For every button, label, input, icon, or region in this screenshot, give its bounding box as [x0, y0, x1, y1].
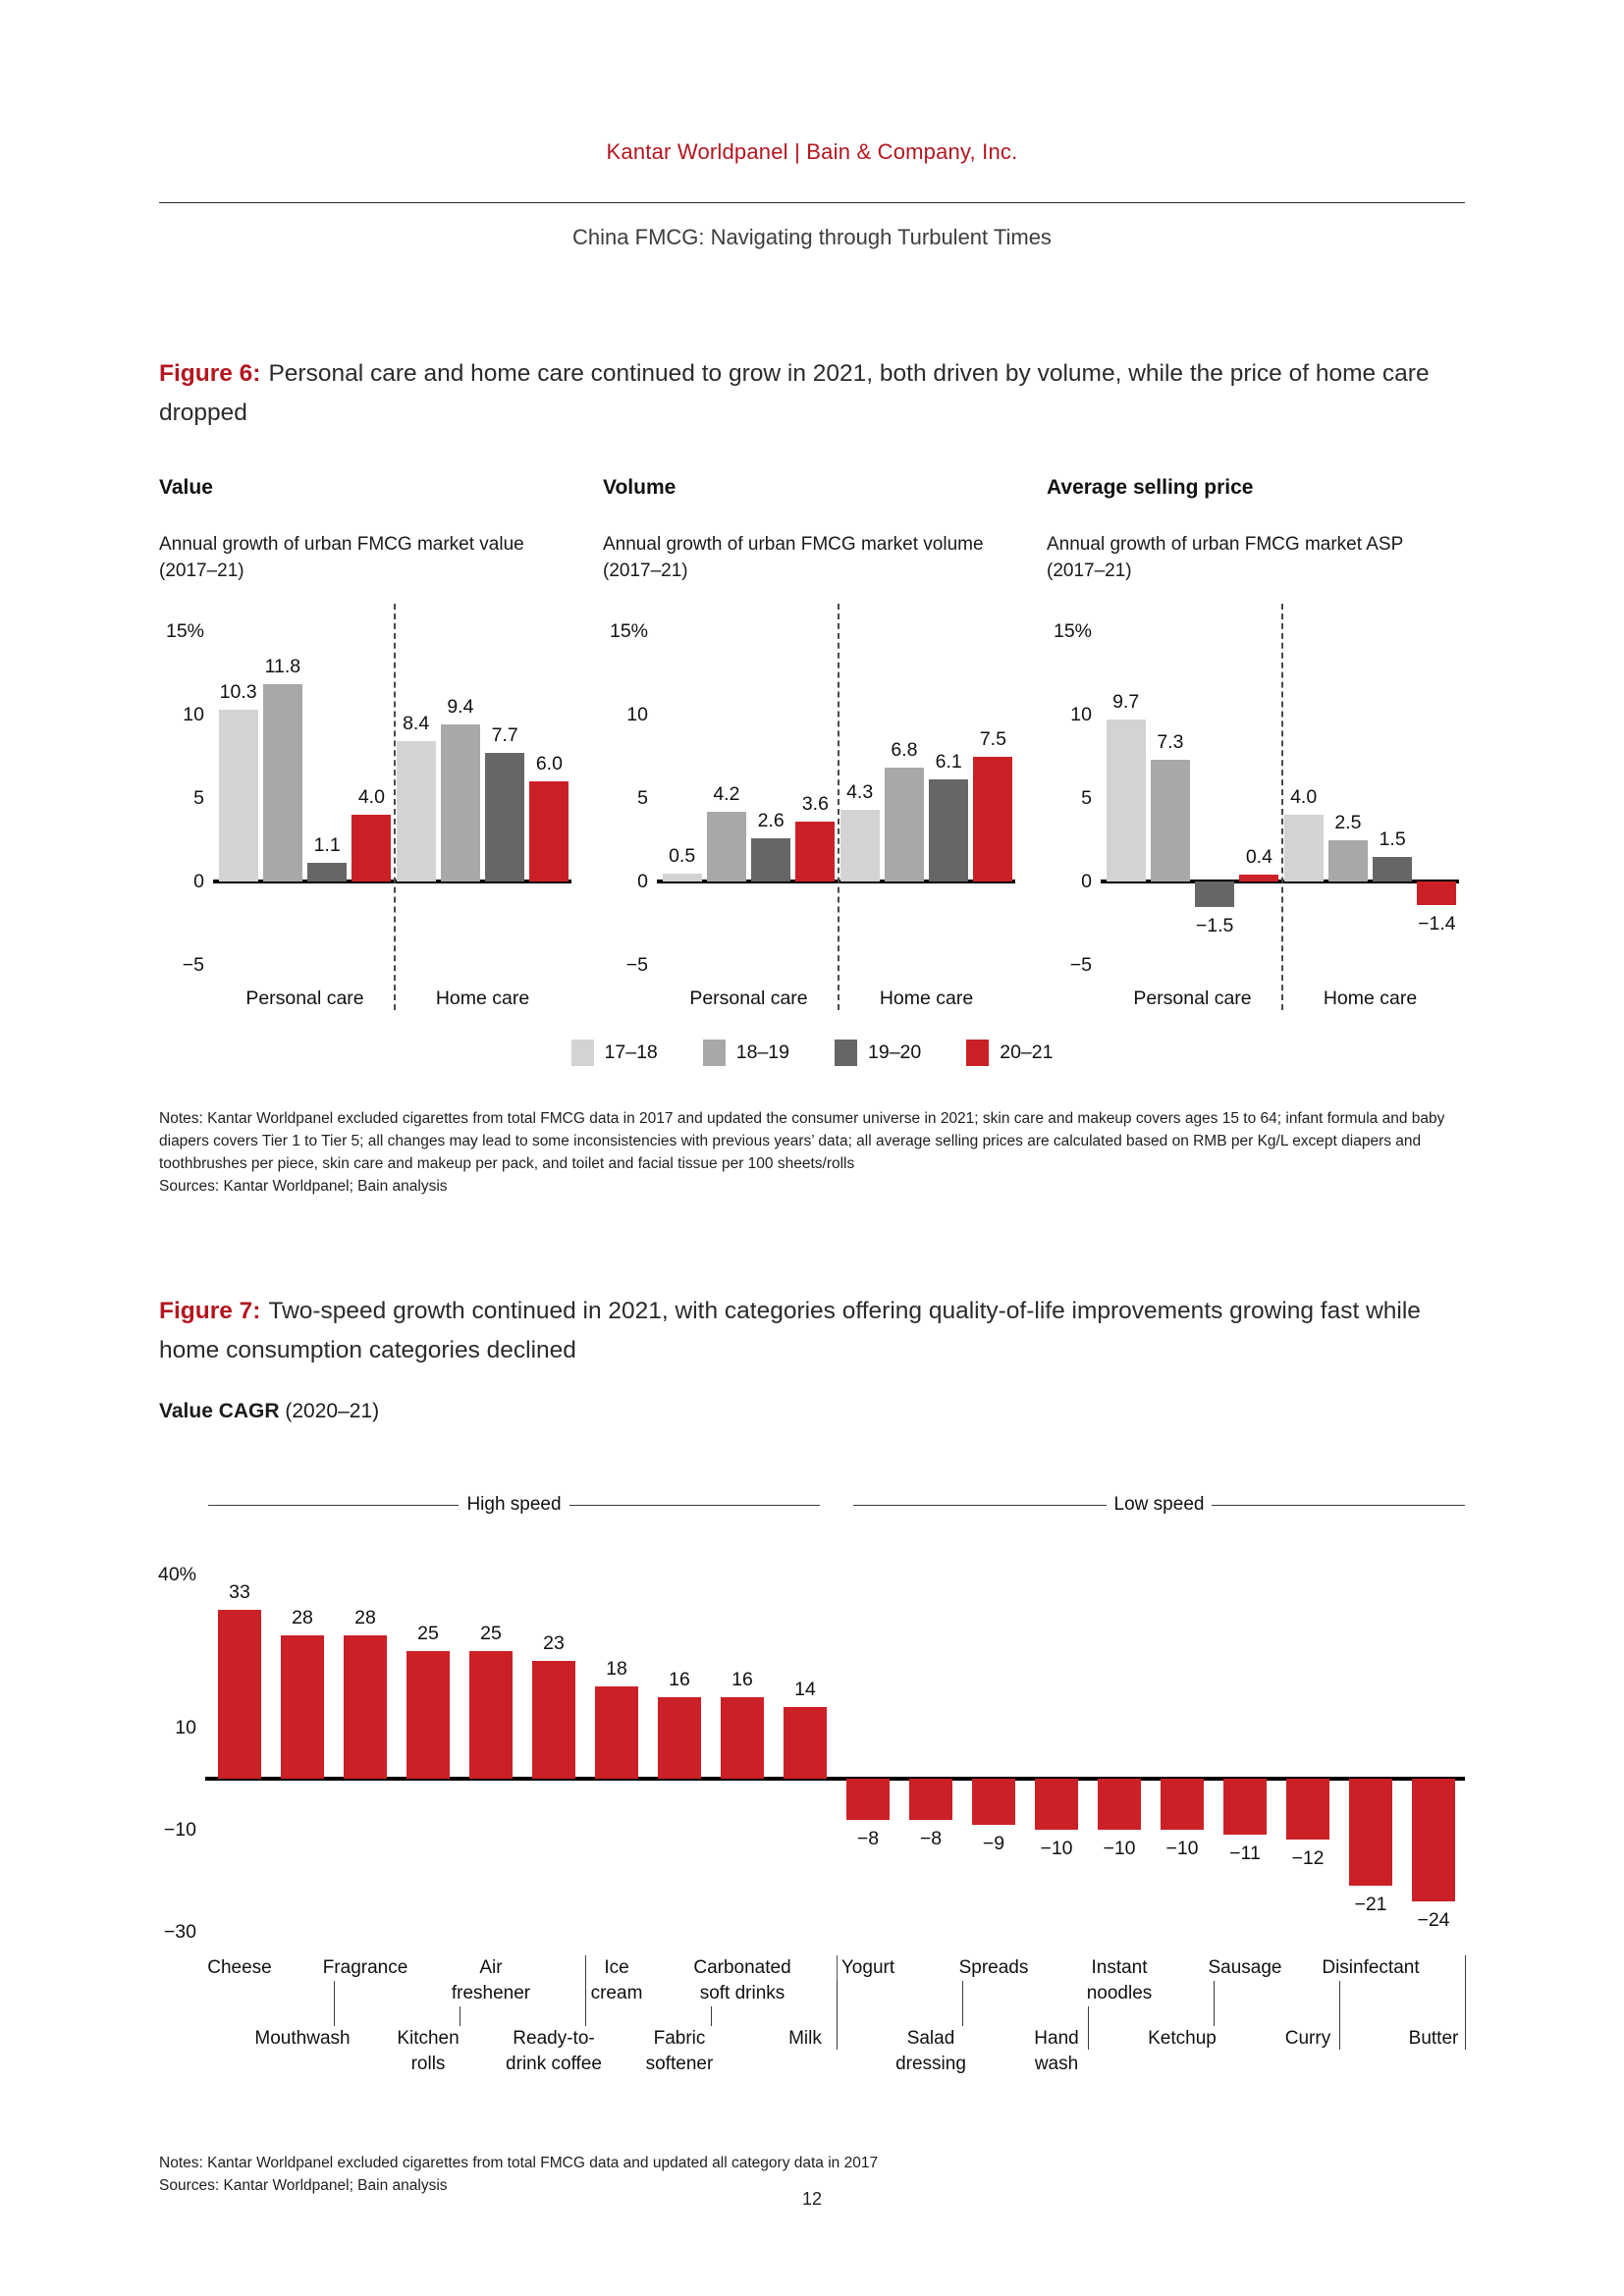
bar	[663, 874, 702, 882]
group-label: Personal care	[1133, 988, 1252, 1009]
figure7-sources: Sources: Kantar Worldpanel; Bain analysis	[159, 2177, 448, 2194]
category-label: Air freshener	[448, 1955, 534, 2006]
bar-value-label: −1.4	[1418, 912, 1456, 934]
bar	[397, 741, 436, 881]
bar	[909, 1779, 952, 1820]
figure7-label: Figure 7:	[159, 1298, 261, 1324]
legend-item	[571, 1040, 658, 1066]
bar-value-label: 33	[229, 1581, 250, 1604]
legend	[159, 1040, 1465, 1066]
bar-value-label: 1.1	[313, 834, 341, 857]
bar	[1098, 1779, 1141, 1830]
category-label: Ice cream	[587, 1955, 647, 2006]
bar	[795, 822, 835, 881]
group-label: Home care	[1323, 988, 1418, 1009]
bar	[846, 1779, 890, 1820]
figure7-title	[159, 1292, 1465, 1370]
bar-value-label: 25	[417, 1623, 439, 1644]
panel-value	[159, 476, 577, 1010]
figure7-notes-text: Notes: Kantar Worldpanel excluded cigarettes from total FMCG data and updated all category data in 2017	[159, 2155, 879, 2171]
bar-value-label: 7.7	[491, 724, 518, 747]
page	[159, 0, 1465, 2197]
bar-value-label: 8.4	[403, 713, 430, 735]
speed-section-label: High speed	[466, 1494, 562, 1515]
bar	[885, 768, 924, 881]
speed-section	[208, 1494, 820, 1516]
bar-value-label: −11	[1229, 1842, 1261, 1865]
panel-value-subtitle: Annual growth of urban FMCG market value (2017–21)	[159, 534, 524, 581]
bar	[219, 710, 258, 881]
group-divider-dashed-line	[394, 604, 396, 1010]
bar	[972, 1779, 1015, 1825]
figure6	[159, 354, 1465, 1198]
bar-value-label: −1.5	[1195, 914, 1234, 936]
group-divider-dashed-line	[1281, 604, 1283, 1010]
bar	[595, 1686, 638, 1779]
bar-value-label: 4.0	[357, 786, 385, 808]
bar	[929, 779, 968, 881]
y-tick-label: 10	[1070, 704, 1092, 725]
panel-asp-header: Average selling price	[1047, 476, 1254, 499]
bar-value-label: 4.0	[1290, 786, 1318, 808]
bar-value-label: −10	[1165, 1838, 1199, 1859]
bar-value-label: 2.5	[1334, 811, 1362, 833]
bar	[784, 1707, 827, 1779]
bar-value-label: 9.7	[1112, 691, 1140, 714]
brand-header: Kantar Worldpanel | Bain & Company, Inc.	[606, 139, 1018, 164]
panel-asp	[1047, 476, 1465, 1010]
zero-axis-line	[205, 1777, 1465, 1781]
figure7	[159, 1292, 1465, 2197]
bar	[1195, 881, 1234, 907]
y-tick-label: −5	[182, 954, 204, 976]
speed-section-label: Low speed	[1113, 1494, 1205, 1515]
bar	[1412, 1779, 1455, 1901]
bar-value-label: −12	[1291, 1847, 1325, 1870]
bar-value-label: 18	[606, 1658, 627, 1681]
category-label: Fragrance	[319, 1955, 412, 1981]
bar-value-label: −8	[856, 1827, 880, 1849]
bar-value-label: 23	[543, 1632, 565, 1655]
figure6-title	[159, 354, 1465, 433]
y-tick-label: 15%	[609, 620, 648, 642]
bar-value-label: 1.5	[1379, 828, 1406, 850]
legend-item	[703, 1040, 789, 1066]
page-number: 12	[801, 2189, 823, 2209]
speed-sections	[208, 1494, 1465, 1516]
y-tick-label: 40%	[157, 1564, 196, 1585]
bar-value-label: −8	[919, 1827, 943, 1849]
bar-value-label: 4.2	[713, 782, 740, 805]
figure6-notes	[159, 1107, 1465, 1198]
y-tick-label: 0	[637, 871, 648, 892]
speed-section-line	[853, 1505, 1107, 1506]
figure7-title-text: Two-speed growth continued in 2021, with categories offering quality-of-life improvements growing fast while home consumption categories declined	[159, 1298, 1421, 1363]
figure6-label: Figure 6:	[159, 360, 261, 387]
panel-asp-subtitle: Annual growth of urban FMCG market ASP (2017–21)	[1047, 534, 1403, 581]
bar-value-label: 25	[480, 1623, 502, 1644]
bar	[1035, 1779, 1078, 1830]
category-label: Kitchen rolls	[393, 2026, 462, 2077]
bar-value-label: 28	[354, 1607, 376, 1629]
bar-value-label: 9.4	[447, 696, 474, 719]
bar	[281, 1635, 324, 1779]
volume-chart	[609, 604, 1015, 1010]
bar	[529, 781, 568, 881]
legend-label: 19–20	[868, 1041, 922, 1063]
bar-value-label: 0.5	[669, 844, 696, 867]
bar	[751, 838, 790, 881]
bar	[344, 1635, 387, 1779]
y-tick-label: 5	[193, 787, 204, 809]
bar	[973, 757, 1012, 882]
category-label: Yogurt	[838, 1955, 898, 1981]
speed-section-line	[569, 1505, 820, 1506]
category-labels	[208, 1955, 1465, 2110]
bar	[441, 724, 480, 881]
category-label: Carbonated soft drinks	[689, 1955, 794, 2006]
legend-item	[966, 1040, 1053, 1066]
bar	[1151, 760, 1190, 881]
figure6-panels	[159, 476, 1465, 1010]
y-tick-label: 5	[637, 787, 648, 809]
bar	[1223, 1779, 1267, 1835]
category-label: Mouthwash	[250, 2026, 353, 2052]
panel-value-header: Value	[159, 476, 213, 499]
panel-volume	[603, 476, 1021, 1010]
bar-value-label: 6.8	[891, 739, 918, 762]
legend-label: 20–21	[1000, 1041, 1054, 1063]
document-title: China FMCG: Navigating through Turbulent Times	[572, 225, 1052, 249]
speed-section-line	[208, 1505, 459, 1506]
legend-swatch	[835, 1040, 857, 1066]
bar-value-label: 0.4	[1245, 846, 1272, 869]
bar-value-label: 14	[794, 1679, 816, 1701]
figure7-subtitle-period: (2020–21)	[279, 1400, 380, 1422]
category-label: Curry	[1281, 2026, 1334, 2052]
bar-value-label: −10	[1103, 1838, 1136, 1859]
bar	[658, 1697, 701, 1779]
category-label: Ready-to- drink coffee	[502, 2026, 606, 2077]
bar-value-label: 6.1	[935, 751, 962, 774]
legend-swatch	[703, 1040, 726, 1066]
panel-volume-subtitle: Annual growth of urban FMCG market volume (2017–21)	[603, 534, 984, 581]
group-divider-dashed-line	[838, 604, 839, 1010]
y-tick-label: 10	[183, 704, 204, 725]
bar	[1349, 1779, 1392, 1886]
bar-value-label: 2.6	[757, 809, 785, 831]
bar	[1417, 881, 1456, 905]
bar	[307, 863, 347, 881]
group-label: Personal care	[245, 988, 364, 1009]
y-tick-label: 15%	[1053, 620, 1092, 642]
figure6-title-text: Personal care and home care continued to grow in 2021, both driven by volume, while the price of home care dropped	[159, 360, 1430, 426]
y-tick-label: −5	[625, 954, 648, 976]
y-tick-label: 15%	[165, 620, 204, 642]
panel-volume-header: Volume	[603, 476, 677, 499]
legend-item	[835, 1040, 921, 1066]
bar-value-label: 16	[731, 1668, 753, 1690]
y-tick-label: 10	[626, 704, 648, 725]
y-tick-label: −10	[163, 1819, 196, 1841]
asp-chart	[1053, 604, 1459, 1010]
category-label: Ketchup	[1144, 2026, 1220, 2052]
bar-value-label: −24	[1417, 1908, 1450, 1931]
bar-value-label: −9	[982, 1832, 1005, 1854]
header-divider	[159, 202, 1465, 203]
bar-value-label: −10	[1040, 1838, 1073, 1859]
category-label: Sausage	[1204, 1955, 1285, 1981]
figure6-sources: Sources: Kantar Worldpanel; Bain analysis	[159, 1178, 448, 1195]
category-label: Disinfectant	[1318, 1955, 1423, 1981]
bar	[218, 1610, 261, 1779]
category-label: Instant noodles	[1083, 1955, 1157, 2006]
y-tick-label: 10	[175, 1717, 196, 1738]
value-chart	[165, 604, 571, 1010]
category-label: Spreads	[955, 1955, 1033, 1981]
legend-label: 17–18	[604, 1041, 658, 1063]
bar	[1373, 857, 1412, 882]
speed-section	[853, 1494, 1465, 1516]
bar	[406, 1651, 450, 1779]
speed-section-line	[1212, 1505, 1465, 1506]
bar	[840, 810, 880, 881]
y-tick-label: 0	[193, 871, 204, 892]
y-tick-label: −30	[163, 1921, 196, 1943]
figure7-subtitle	[159, 1400, 1465, 1423]
category-label: Hand wash	[1030, 2026, 1082, 2077]
category-label: Milk	[785, 2026, 826, 2052]
category-label: Cheese	[203, 1955, 276, 1981]
bar-value-label: 7.3	[1157, 730, 1184, 753]
bar	[1286, 1779, 1329, 1840]
legend-swatch	[571, 1040, 594, 1066]
group-label: Home care	[435, 988, 530, 1009]
plot-area	[157, 1549, 1465, 1946]
bar	[352, 815, 391, 881]
bar-value-label: 6.0	[535, 753, 563, 774]
bar-value-label: 4.3	[846, 780, 874, 803]
group-label: Home care	[879, 988, 974, 1009]
category-label: Salad dressing	[892, 2026, 970, 2077]
bar	[469, 1651, 513, 1779]
bar-value-label: −21	[1354, 1894, 1387, 1916]
figure6-notes-text: Notes: Kantar Worldpanel excluded cigarettes from total FMCG data in 2017 and updated the consumer universe in 2021; skin care and makeup covers ages 15 to 64; infant formula and baby diapers covers Tier 1 to Tier 5; all changes may lead to some inconsistencies with previous years’ data; all average selling prices are calculated based on RMB per Kg/L except diapers and toothbrushes per piece, skin care and makeup per pack, and toilet and facial tissue per 100 sheets/rolls	[159, 1110, 1445, 1172]
bar-value-label: 3.6	[801, 792, 829, 815]
bar-value-label: 7.5	[979, 727, 1006, 750]
legend-label: 18–19	[735, 1041, 789, 1063]
bar-value-label: 10.3	[219, 680, 257, 703]
value-cagr-chart	[157, 1494, 1465, 2110]
bar-value-label: 28	[292, 1607, 313, 1629]
bar	[1161, 1779, 1204, 1830]
category-label: Fabric softener	[642, 2026, 718, 2077]
bar	[1239, 875, 1278, 881]
bar-value-label: 11.8	[264, 656, 301, 678]
bar	[721, 1697, 764, 1779]
group-label: Personal care	[689, 988, 808, 1009]
category-separator-line	[1465, 1955, 1466, 2050]
y-tick-label: 0	[1081, 871, 1092, 892]
category-label: Butter	[1405, 2026, 1463, 2052]
y-tick-label: −5	[1069, 954, 1092, 976]
bar-value-label: 16	[669, 1668, 690, 1690]
y-tick-label: 5	[1081, 787, 1092, 809]
legend-swatch	[966, 1040, 989, 1066]
figure7-subtitle-bold: Value CAGR	[159, 1400, 280, 1422]
